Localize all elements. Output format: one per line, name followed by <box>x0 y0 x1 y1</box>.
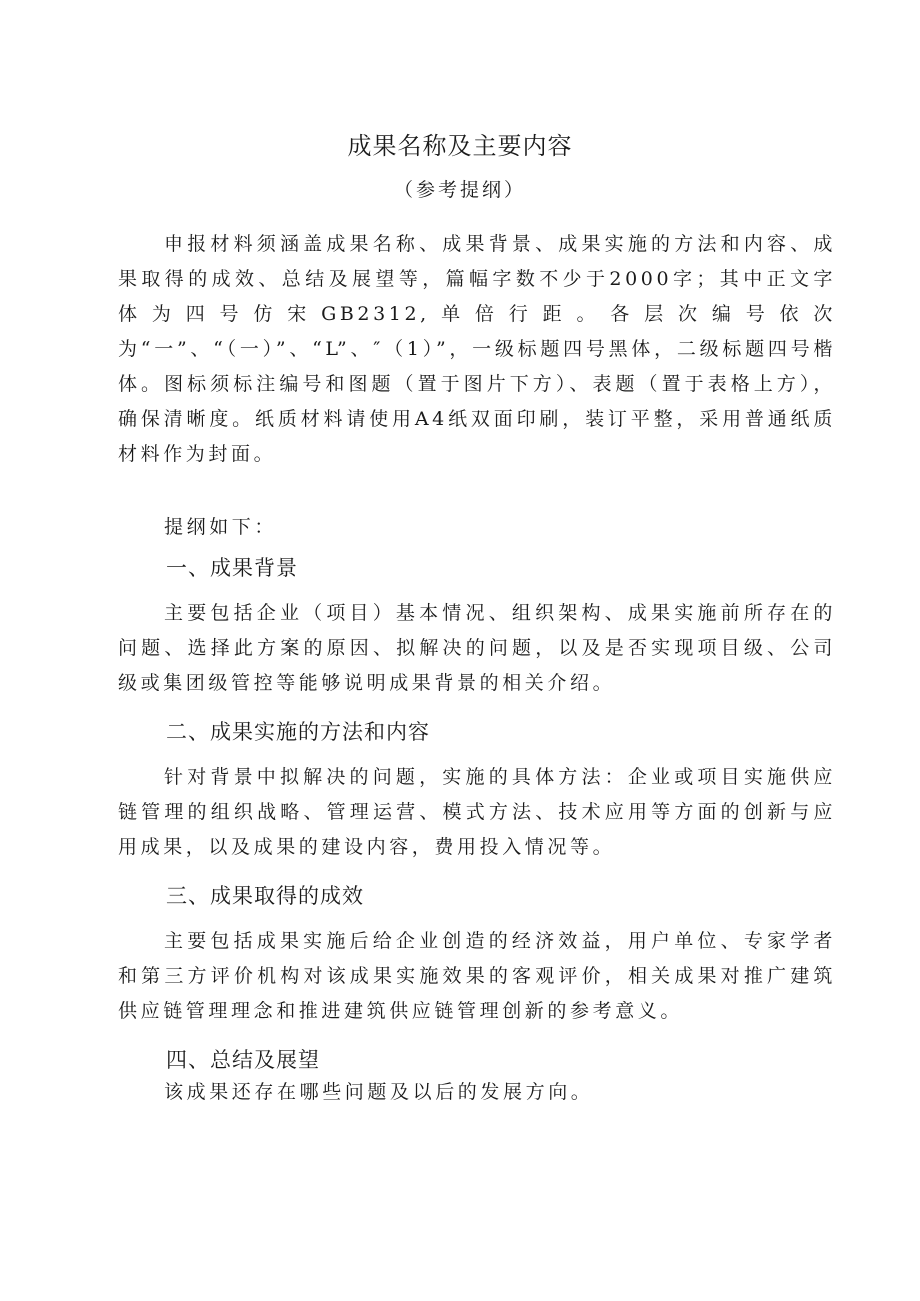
section-heading-results: 三、成果取得的成效 <box>166 884 364 908</box>
document-subtitle: （参考提纲） <box>393 179 526 201</box>
section-content-results: 主要包括成果实施后给企业创造的经济效益，用户单位、专家学者和第三方评价机构对该成果实施效果的客观评价，相关成果对推广建筑供应链管理理念和推进建筑供应链管理创新的参考意义。 <box>118 930 836 1022</box>
section-content-background: 主要包括企业（项目）基本情况、组织架构、成果实施前所存在的问题、选择此方案的原因、拟解决的问题，以及是否实现项目级、公司级或集团级管控等能够说明成果背景的相关介绍。 <box>118 602 836 694</box>
section-heading-background: 一、成果背景 <box>166 556 298 580</box>
section-heading-summary: 四、总结及展望 <box>166 1048 320 1072</box>
document-title: 成果名称及主要内容 <box>347 132 573 160</box>
section-content-methods: 针对背景中拟解决的问题，实施的具体方法：企业或项目实施供应链管理的组织战略、管理运营、模式方法、技术应用等方面的创新与应用成果，以及成果的建设内容，费用投入情况等。 <box>118 766 836 858</box>
intro-paragraph: 申报材料须涵盖成果名称、成果背景、成果实施的方法和内容、成果取得的成效、总结及展望等，篇幅字数不少于2000字；其中正文字体为四号仿宋GB2312,单倍行距。各层次编号依次为“一”、“（一）”、“L”、″（1）”，一级标题四号黑体，二级标题四号楷体。图标须标注编号和图题（置于图片下方）、表题（置于表格上方），确保清晰度。纸质材料请使用A4纸双面印刷，装订平整，采用普通纸质材料作为封面。 <box>118 233 836 465</box>
outline-lead: 提纲如下： <box>164 516 278 538</box>
section-heading-methods: 二、成果实施的方法和内容 <box>166 720 430 744</box>
section-content-summary: 该成果还存在哪些问题及以后的发展方向。 <box>164 1081 594 1103</box>
